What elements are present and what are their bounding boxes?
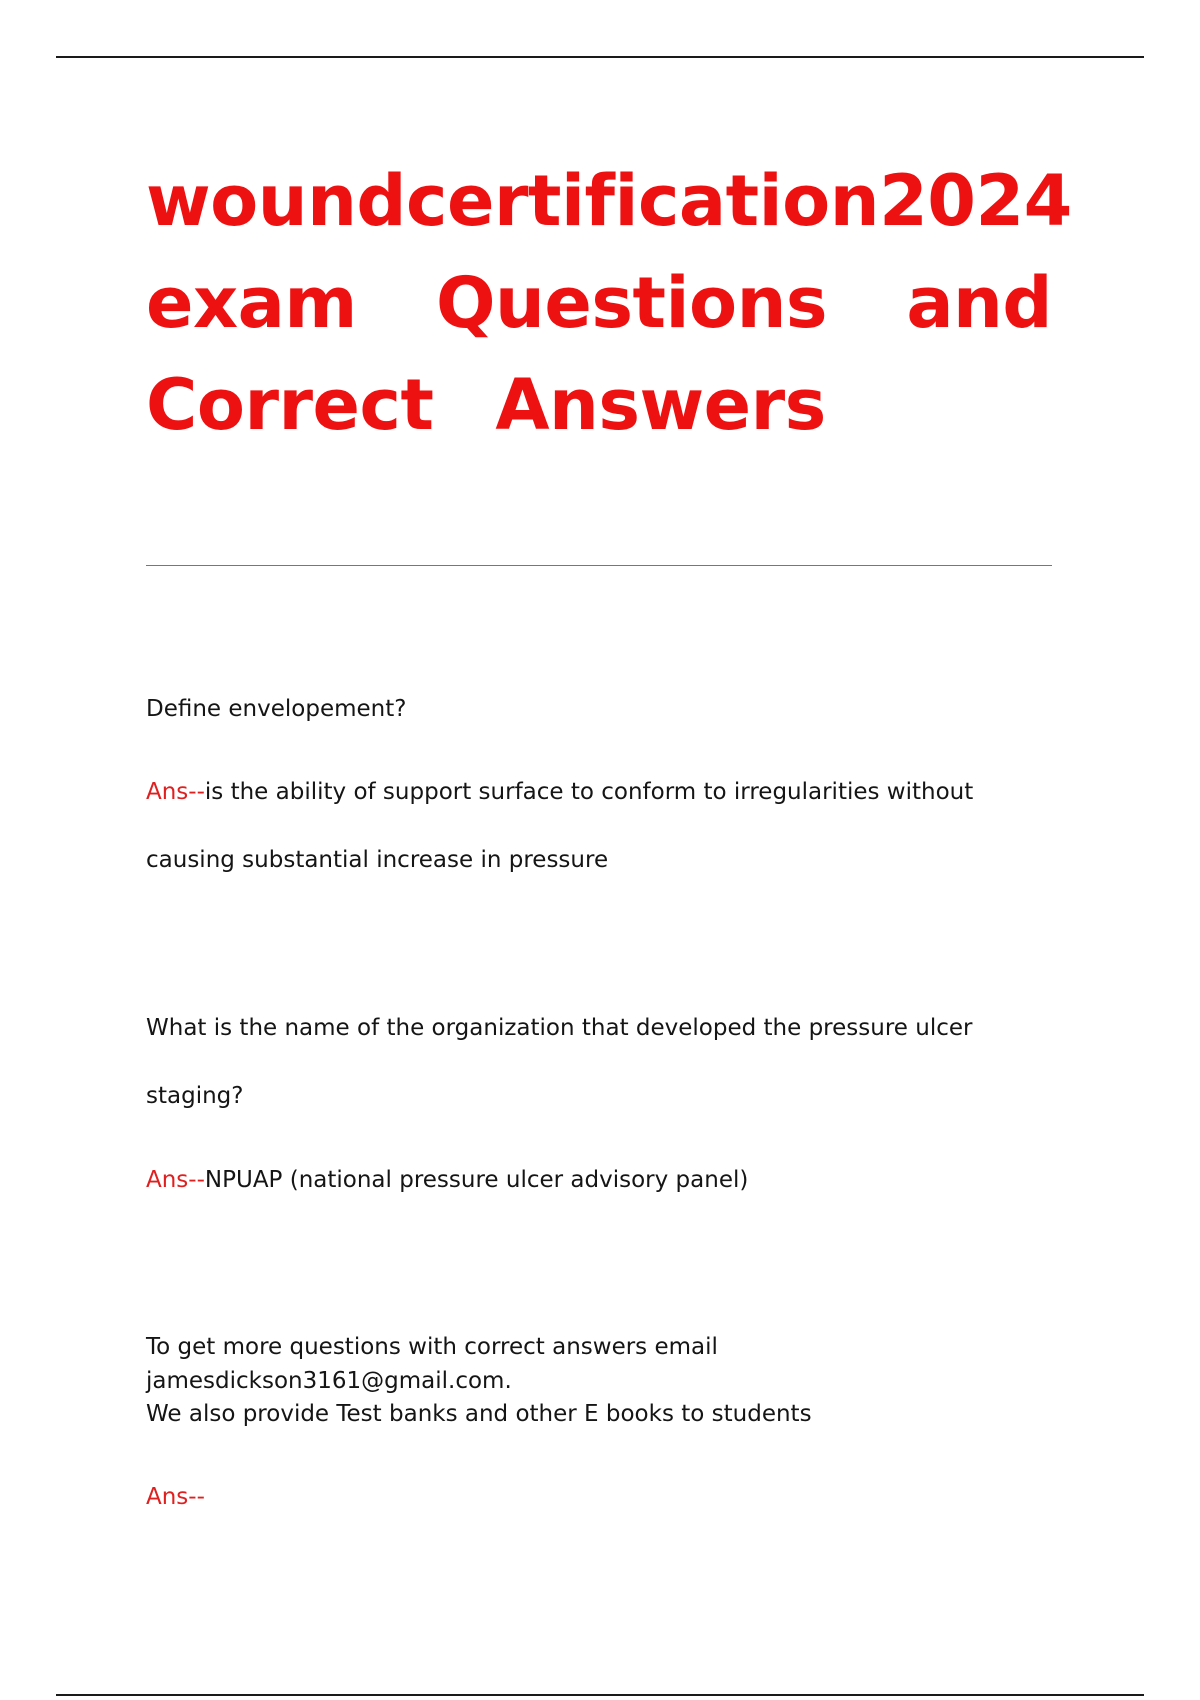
answer-1 bbox=[146, 775, 1076, 809]
answer-prefix: Ans-- bbox=[146, 1484, 205, 1510]
question-2 bbox=[146, 1011, 1076, 1045]
question-1 bbox=[146, 692, 1076, 726]
title-word: and bbox=[906, 262, 1052, 344]
answer-prefix: Ans-- bbox=[146, 779, 205, 805]
title-word: exam bbox=[146, 262, 357, 344]
page-bottom-rule bbox=[56, 1694, 1144, 1696]
page-top-rule bbox=[56, 56, 1144, 58]
answer-prefix: Ans-- bbox=[146, 1167, 205, 1193]
question-text: What is the name of the organization that developed the pressure ulcer bbox=[146, 1015, 973, 1041]
answer-text: causing substantial increase in pressure bbox=[146, 847, 609, 873]
question-3 bbox=[146, 1330, 1076, 1398]
question-text: staging? bbox=[146, 1083, 244, 1109]
title-word: Answers bbox=[495, 364, 826, 446]
title-word: Questions bbox=[436, 262, 828, 344]
title-word: Correct bbox=[146, 364, 434, 446]
question-text: Define envelopement? bbox=[146, 696, 407, 722]
title-word: certification bbox=[406, 160, 880, 242]
answer-2 bbox=[146, 1163, 1076, 1197]
answer-1-continued bbox=[146, 843, 1076, 877]
title-line-3 bbox=[146, 354, 1052, 456]
answer-text: is the ability of support surface to conform to irregularities without bbox=[204, 779, 974, 805]
title-word: wound bbox=[146, 160, 407, 242]
answer-3 bbox=[146, 1480, 1076, 1514]
answer-text: NPUAP (national pressure ulcer advisory panel) bbox=[204, 1167, 749, 1193]
question-text: We also provide Test banks and other E books to students bbox=[146, 1401, 812, 1427]
title-line-1 bbox=[146, 150, 1072, 252]
question-2-continued bbox=[146, 1079, 1076, 1113]
question-3-continued bbox=[146, 1397, 1076, 1431]
title-line-2 bbox=[146, 252, 1052, 354]
title-divider bbox=[146, 565, 1052, 566]
title-word: 2024 bbox=[879, 160, 1072, 242]
question-text: To get more questions with correct answers email jamesdickson3161@gmail.com. bbox=[146, 1334, 718, 1394]
document-title bbox=[146, 150, 1072, 456]
